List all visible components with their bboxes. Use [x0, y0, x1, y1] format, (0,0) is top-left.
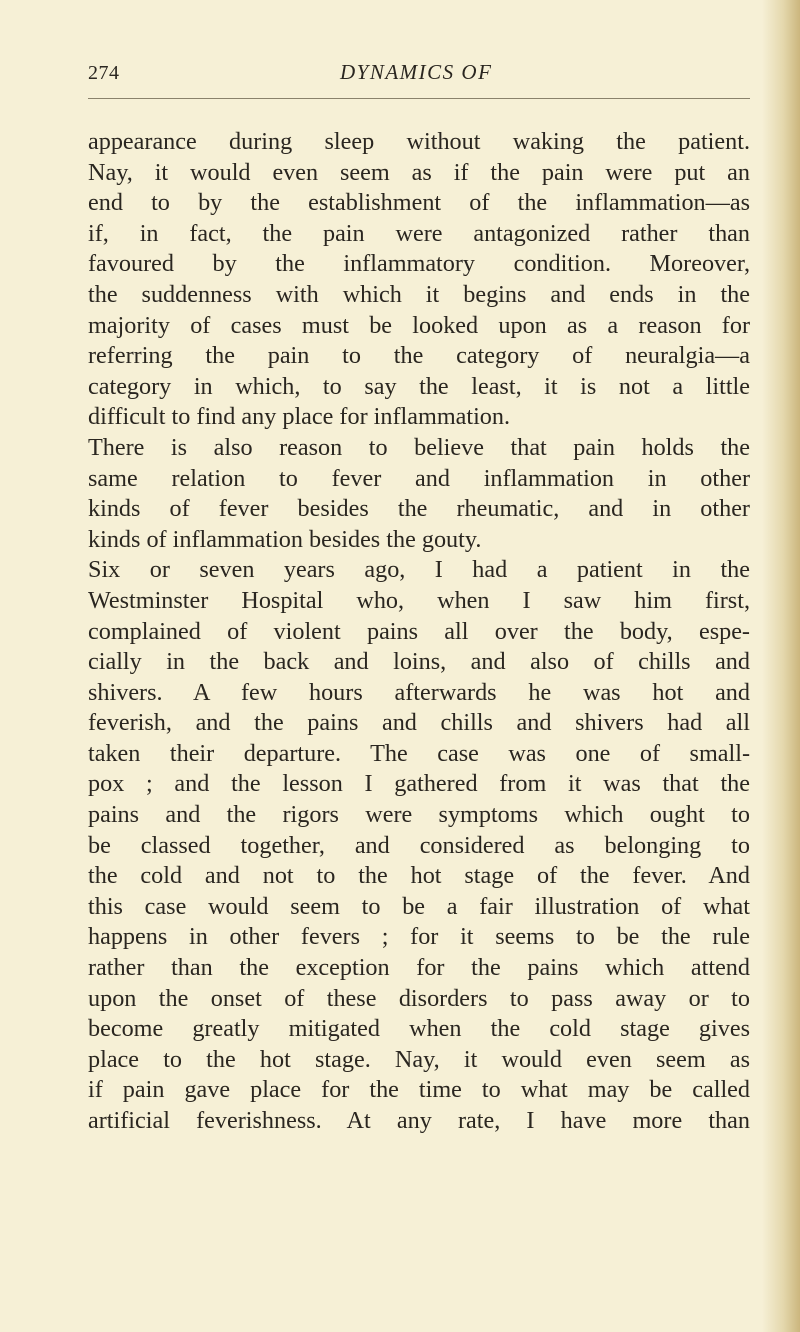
- text-line: place to the hot stage. Nay, it would even seem as: [88, 1045, 750, 1073]
- text-line: if, in fact, the pain were antagonized rather than: [88, 219, 750, 247]
- text-line: artificial feverishness. At any rate, I have more than: [88, 1107, 750, 1134]
- text-line: end to by the establishment of the inflammation—as: [88, 189, 750, 217]
- text-line: if pain gave place for the time to what may be called: [88, 1076, 750, 1104]
- text-line: category in which, to say the least, it is not a little: [88, 372, 750, 400]
- body-text: [88, 127, 750, 1137]
- text-line: difficult to find any place for inflammation.: [88, 403, 511, 431]
- text-line: majority of cases must be looked upon as a reason for: [88, 311, 750, 339]
- text-line: become greatly mitigated when the cold stage gives: [88, 1015, 750, 1043]
- text-line: be classed together, and considered as belonging to: [88, 831, 750, 859]
- text-line: shivers. A few hours afterwards he was hot and: [88, 678, 750, 706]
- running-head: DYNAMICS OF: [340, 60, 493, 84]
- text-line: this case would seem to be a fair illustration of what: [88, 892, 750, 920]
- page-number: 274: [88, 62, 120, 84]
- text-line: taken their departure. The case was one of small-: [88, 739, 750, 767]
- text-line: feverish, and the pains and chills and shivers had all: [88, 709, 750, 737]
- text-line: Nay, it would even seem as if the pain were put an: [88, 158, 750, 186]
- text-line: the suddenness with which it begins and ends in the: [88, 280, 750, 308]
- text-line: favoured by the inflammatory condition. Moreover,: [88, 250, 750, 278]
- text-line: upon the onset of these disorders to pass away or to: [88, 984, 750, 1012]
- text-line: complained of violent pains all over the body, espe-: [88, 617, 750, 645]
- text-line: same relation to fever and inflammation in other: [88, 464, 750, 492]
- text-line: the cold and not to the hot stage of the fever. And: [88, 862, 750, 890]
- text-line: appearance during sleep without waking the patient.: [88, 128, 750, 155]
- text-line: kinds of inflammation besides the gouty.: [88, 525, 482, 553]
- text-line: Westminster Hospital who, when I saw him first,: [88, 586, 750, 614]
- text-line: pox ; and the lesson I gathered from it was that the: [88, 770, 750, 798]
- text-line: rather than the exception for the pains which attend: [88, 954, 750, 982]
- text-line: referring the pain to the category of neuralgia—a: [88, 342, 750, 370]
- text-line: happens in other fevers ; for it seems to be the rule: [88, 923, 750, 951]
- text-line: There is also reason to believe that pain holds the: [88, 433, 750, 461]
- page-edge-shadow: [762, 0, 800, 1332]
- text-line: Six or seven years ago, I had a patient in the: [88, 556, 750, 584]
- text-line: kinds of fever besides the rheumatic, and in other: [88, 495, 750, 523]
- text-line: pains and the rigors were symptoms which ought to: [88, 801, 750, 829]
- header-rule: [88, 98, 750, 99]
- text-line: cially in the back and loins, and also of chills and: [88, 648, 750, 676]
